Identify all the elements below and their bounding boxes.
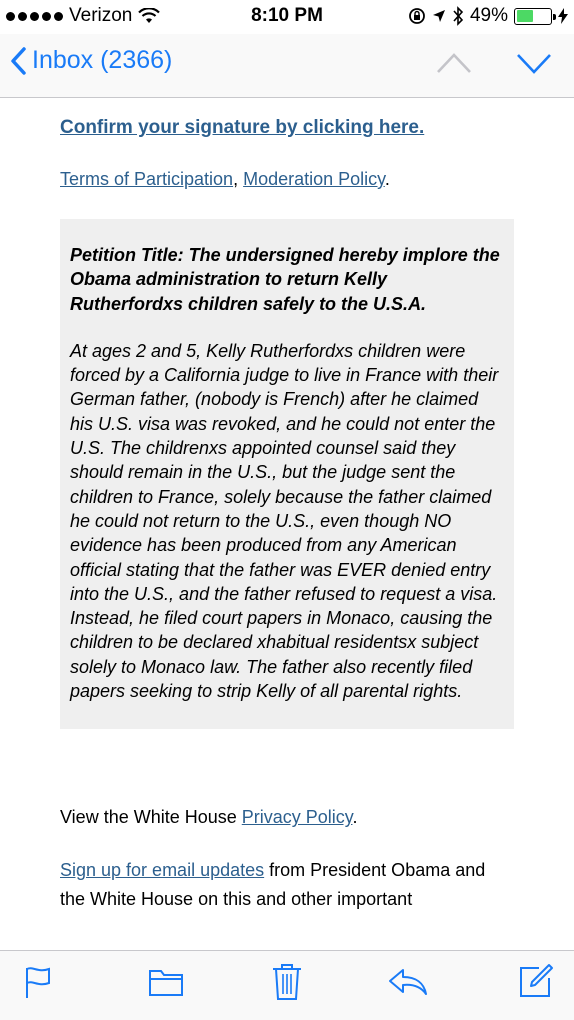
message-nav-arrows xyxy=(436,52,552,74)
signup-text: from President Obama and the White House on this and other important xyxy=(60,860,486,910)
terms-paragraph xyxy=(60,167,514,191)
battery-level xyxy=(517,10,533,22)
terms-of-participation-link[interactable]: Terms of Participation xyxy=(60,169,234,189)
charging-icon xyxy=(558,8,568,24)
bottom-toolbar xyxy=(0,950,574,1020)
petition-description: At ages 2 and 5, Kelly Rutherfordxs children were forced by a California judge to live in France with their German father, (nobody is French) after he claimed his U.S. visa was revoked, and he could not enter the U.S. The childrenxs appointed counsel said they should remain in the U.S., but the judge sent the children to France, solely because the father claimed he could not return to the U.S., even though NO evidence has been produced from any American official stating that the father was EVER denied entry into the U.S., and the father refused to request a visa. Instead, he filed court papers in Monaco, causing the children to be declared xhabitual residentsx subject solely to Monaco law. The father also recently filed papers seeking to strip Kelly of all parental rights. xyxy=(70,340,499,702)
petition-title: Petition Title: The undersigned hereby implore the Obama administration to return Kelly Rutherfordxs children safely to the U.S.A. xyxy=(70,245,500,314)
chevron-left-icon xyxy=(10,47,26,75)
carrier-name: Verizon xyxy=(69,5,133,26)
reply-icon[interactable] xyxy=(387,966,429,998)
signup-email-updates-link[interactable]: Sign up for email updates xyxy=(60,860,265,881)
compose-icon[interactable] xyxy=(518,963,554,999)
signup-paragraph xyxy=(60,856,514,914)
terms-separator: , xyxy=(233,169,244,189)
battery-icon xyxy=(514,8,552,25)
folder-icon[interactable] xyxy=(148,966,184,998)
status-right xyxy=(408,5,568,27)
privacy-prefix: View the White House xyxy=(60,807,242,828)
privacy-paragraph xyxy=(60,805,514,829)
status-time: 8:10 PM xyxy=(251,5,323,26)
flag-icon[interactable] xyxy=(24,966,52,1000)
moderation-policy-link[interactable]: Moderation Policy xyxy=(243,169,385,189)
privacy-policy-link[interactable]: Privacy Policy xyxy=(241,807,353,828)
status-bar xyxy=(0,0,574,34)
back-button-label: Inbox (2366) xyxy=(32,46,173,74)
confirm-signature-paragraph xyxy=(60,116,514,140)
trash-icon[interactable] xyxy=(271,963,303,1001)
email-body xyxy=(0,98,574,950)
rotation-lock-icon xyxy=(408,7,426,25)
next-message-icon[interactable] xyxy=(516,52,552,74)
terms-end: . xyxy=(384,169,390,189)
petition-box xyxy=(60,219,514,729)
battery-percent: 49% xyxy=(469,5,508,26)
inbox-back-button[interactable] xyxy=(10,46,172,75)
location-icon xyxy=(432,9,446,23)
nav-bar xyxy=(0,34,574,98)
previous-message-icon[interactable] xyxy=(436,52,472,74)
confirm-signature-link[interactable]: Confirm your signature by clicking here. xyxy=(60,117,425,138)
privacy-end: . xyxy=(352,807,358,828)
bluetooth-icon xyxy=(452,6,464,26)
